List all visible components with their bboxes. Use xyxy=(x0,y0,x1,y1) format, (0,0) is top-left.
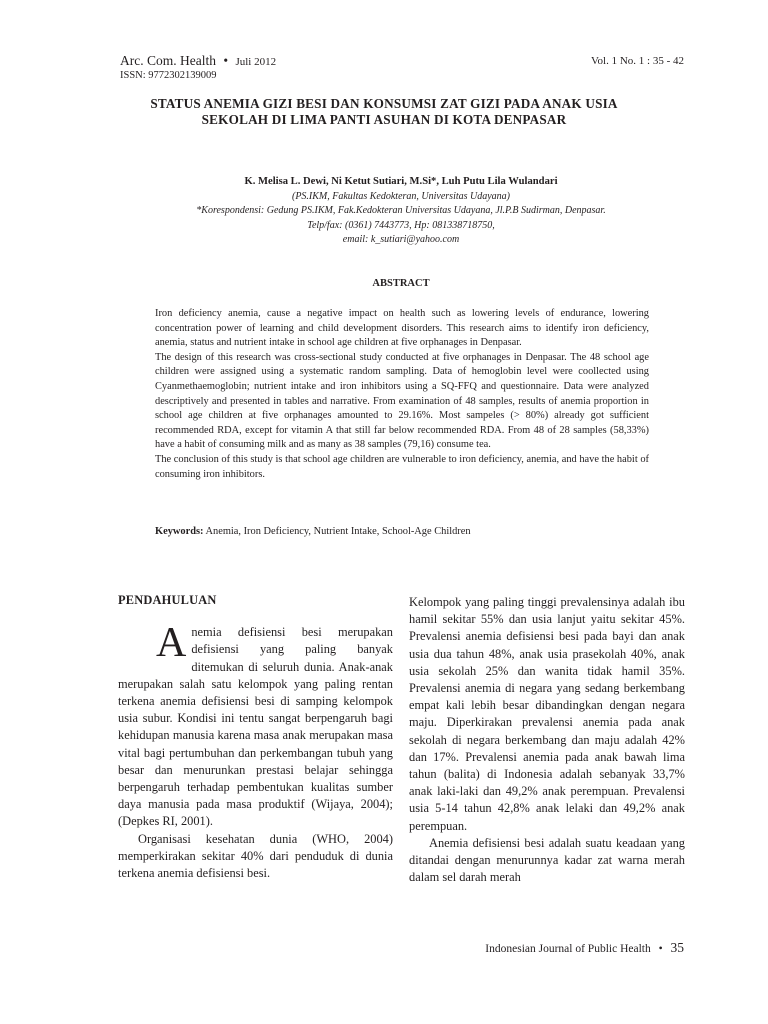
header-bullet: • xyxy=(223,53,229,68)
affiliation: (PS.IKM, Fakultas Kedokteran, Universitas Udayana) xyxy=(291,190,511,202)
issn: ISSN: 9772302139009 xyxy=(120,70,217,81)
correspondence: *Korespondensi: Gedung PS.IKM, Fak.Kedokteran Universitas Udayana, Jl.P.B Sudirman, Denpasar. xyxy=(196,205,606,217)
author-names: K. Melisa L. Dewi, Ni Ketut Sutiari, M.Si*, Luh Putu Lila Wulandari xyxy=(244,176,558,187)
body-paragraph: Organisasi kesehatan dunia (WHO, 2004) memperkirakan sekitar 40% dari penduduk di dunia terkena anemia defisiensi besi. xyxy=(118,831,393,881)
issue-date: Juli 2012 xyxy=(235,56,277,68)
intro-text: nemia defisiensi besi merupakan defisiensi yang paling banyak ditemukan di seluruh dunia. Anak-anak merupakan salah satu kelompok yang paling rentan terkena anemia defisiensi besi di samping kelompok usia subur. Kondisi ini tentu sangat berpengaruh bagi kehidupan manusia karena masa anak merupakan masa vital bagi pertumbuhan dan perkembangan tubuh yang besar dan menurunkan prestasi belajar sehingga berpengaruh terhadap pembentukan kualitas sumber daya manusia pada masa produktif (Wijaya, 2004); (Depkes RI, 2001). xyxy=(118,625,393,829)
section-heading: PENDAHULUAN xyxy=(118,593,217,607)
keywords-text: Anemia, Iron Deficiency, Nutrient Intake, School-Age Children xyxy=(203,526,471,537)
body-paragraph: Kelompok yang paling tinggi prevalensinya adalah ibu hamil sekitar 55% dan usia lanjut yaitu sekitar 45%. Prevalensi anemia defisiensi besi pada bayi dan anak usia dua tahun 48%, anak usia prasekolah 40%, anak usia sekolah 25% dan wanita tidak hamil 35%. Prevalensi anemia di negara yang sedang berkembang empat kali lebih besar dibandingkan dengan negara maju. Diperkirakan prevalensi anemia pada anak sekolah di negara berkembang dan maju adalah 42% dan 17%. Prevalensi anemia pada anak bawah lima tahun (balita) di Indonesia adalah sebanyak 33,7% anak laki-laki dan 49,2% anak perempuan. Prevalensi usia 5-14 tahun 42,8% anak lelaki dan 49,2% anak perempuan. xyxy=(409,595,685,833)
email: email: k_sutiari@yahoo.com xyxy=(342,234,460,246)
keywords xyxy=(155,526,649,537)
abstract-paragraph: The design of this research was cross-sectional study conducted at five orphanages in Denpasar. The 48 school age children were assigned using a systematic random sampling. Data of hemoglobin level were coollected using Cyanmethaemoglobin; nutrient intake and iron inhibitors using a SQ-FFQ and questionnaire. Data were analyzed descriptively and presented in tables and narrative. From examination of 48 samples, results of anemia proportion in school age children at five orphanages amounted to 29.16%. Most sampeles (> 80%) already got sufficient recommended RDA, except for vitamin A that still far below recommended RDA. From 48 of 28 samples (58,33%) have a habit of consuming milk and as many as 38 samples (79,16) consume tea. xyxy=(155,351,649,451)
abstract-paragraph: Iron deficiency anemia, cause a negative impact on health such as lowering levels of endurance, lowering concentration power of learning and child development disorders. This research aims to identify iron deficiency, anemia, status and nutrient intake in school age children at five orphanages in Denpasar. xyxy=(155,308,649,349)
footer-bullet: • xyxy=(658,943,663,955)
abstract-paragraph: The conclusion of this study is that school age children are vulnerable to iron deficiency, anemia, and have the habit of consuming iron inhibitors. xyxy=(155,453,649,480)
page-footer xyxy=(485,940,684,956)
left-column xyxy=(118,592,393,882)
intro-paragraph xyxy=(118,620,393,830)
journal-header xyxy=(120,53,276,69)
footer-journal: Indonesian Journal of Public Health xyxy=(485,943,651,955)
paper-title: STATUS ANEMIA GIZI BESI DAN KONSUMSI ZAT GIZI PADA ANAK USIA SEKOLAH DI LIMA PANTI ASUHAN DI KOTA DENPASAR xyxy=(150,96,618,127)
page-number: 35 xyxy=(670,940,684,955)
drop-cap: A xyxy=(156,620,187,667)
volume-info: Vol. 1 No. 1 : 35 - 42 xyxy=(591,55,684,67)
abstract-heading: ABSTRACT xyxy=(372,278,430,289)
right-column xyxy=(409,594,685,886)
abstract-body xyxy=(155,307,649,482)
phone: Telp/fax: (0361) 7443773, Hp: 081338718750, xyxy=(307,219,495,231)
author-block xyxy=(120,175,682,248)
journal-name: Arc. Com. Health xyxy=(120,53,216,68)
body-paragraph: Anemia defisiensi besi adalah suatu keadaan yang ditandai dengan menurunnya kadar zat warna merah dalam sel darah merah xyxy=(409,835,685,885)
keywords-label: Keywords: xyxy=(155,526,204,537)
